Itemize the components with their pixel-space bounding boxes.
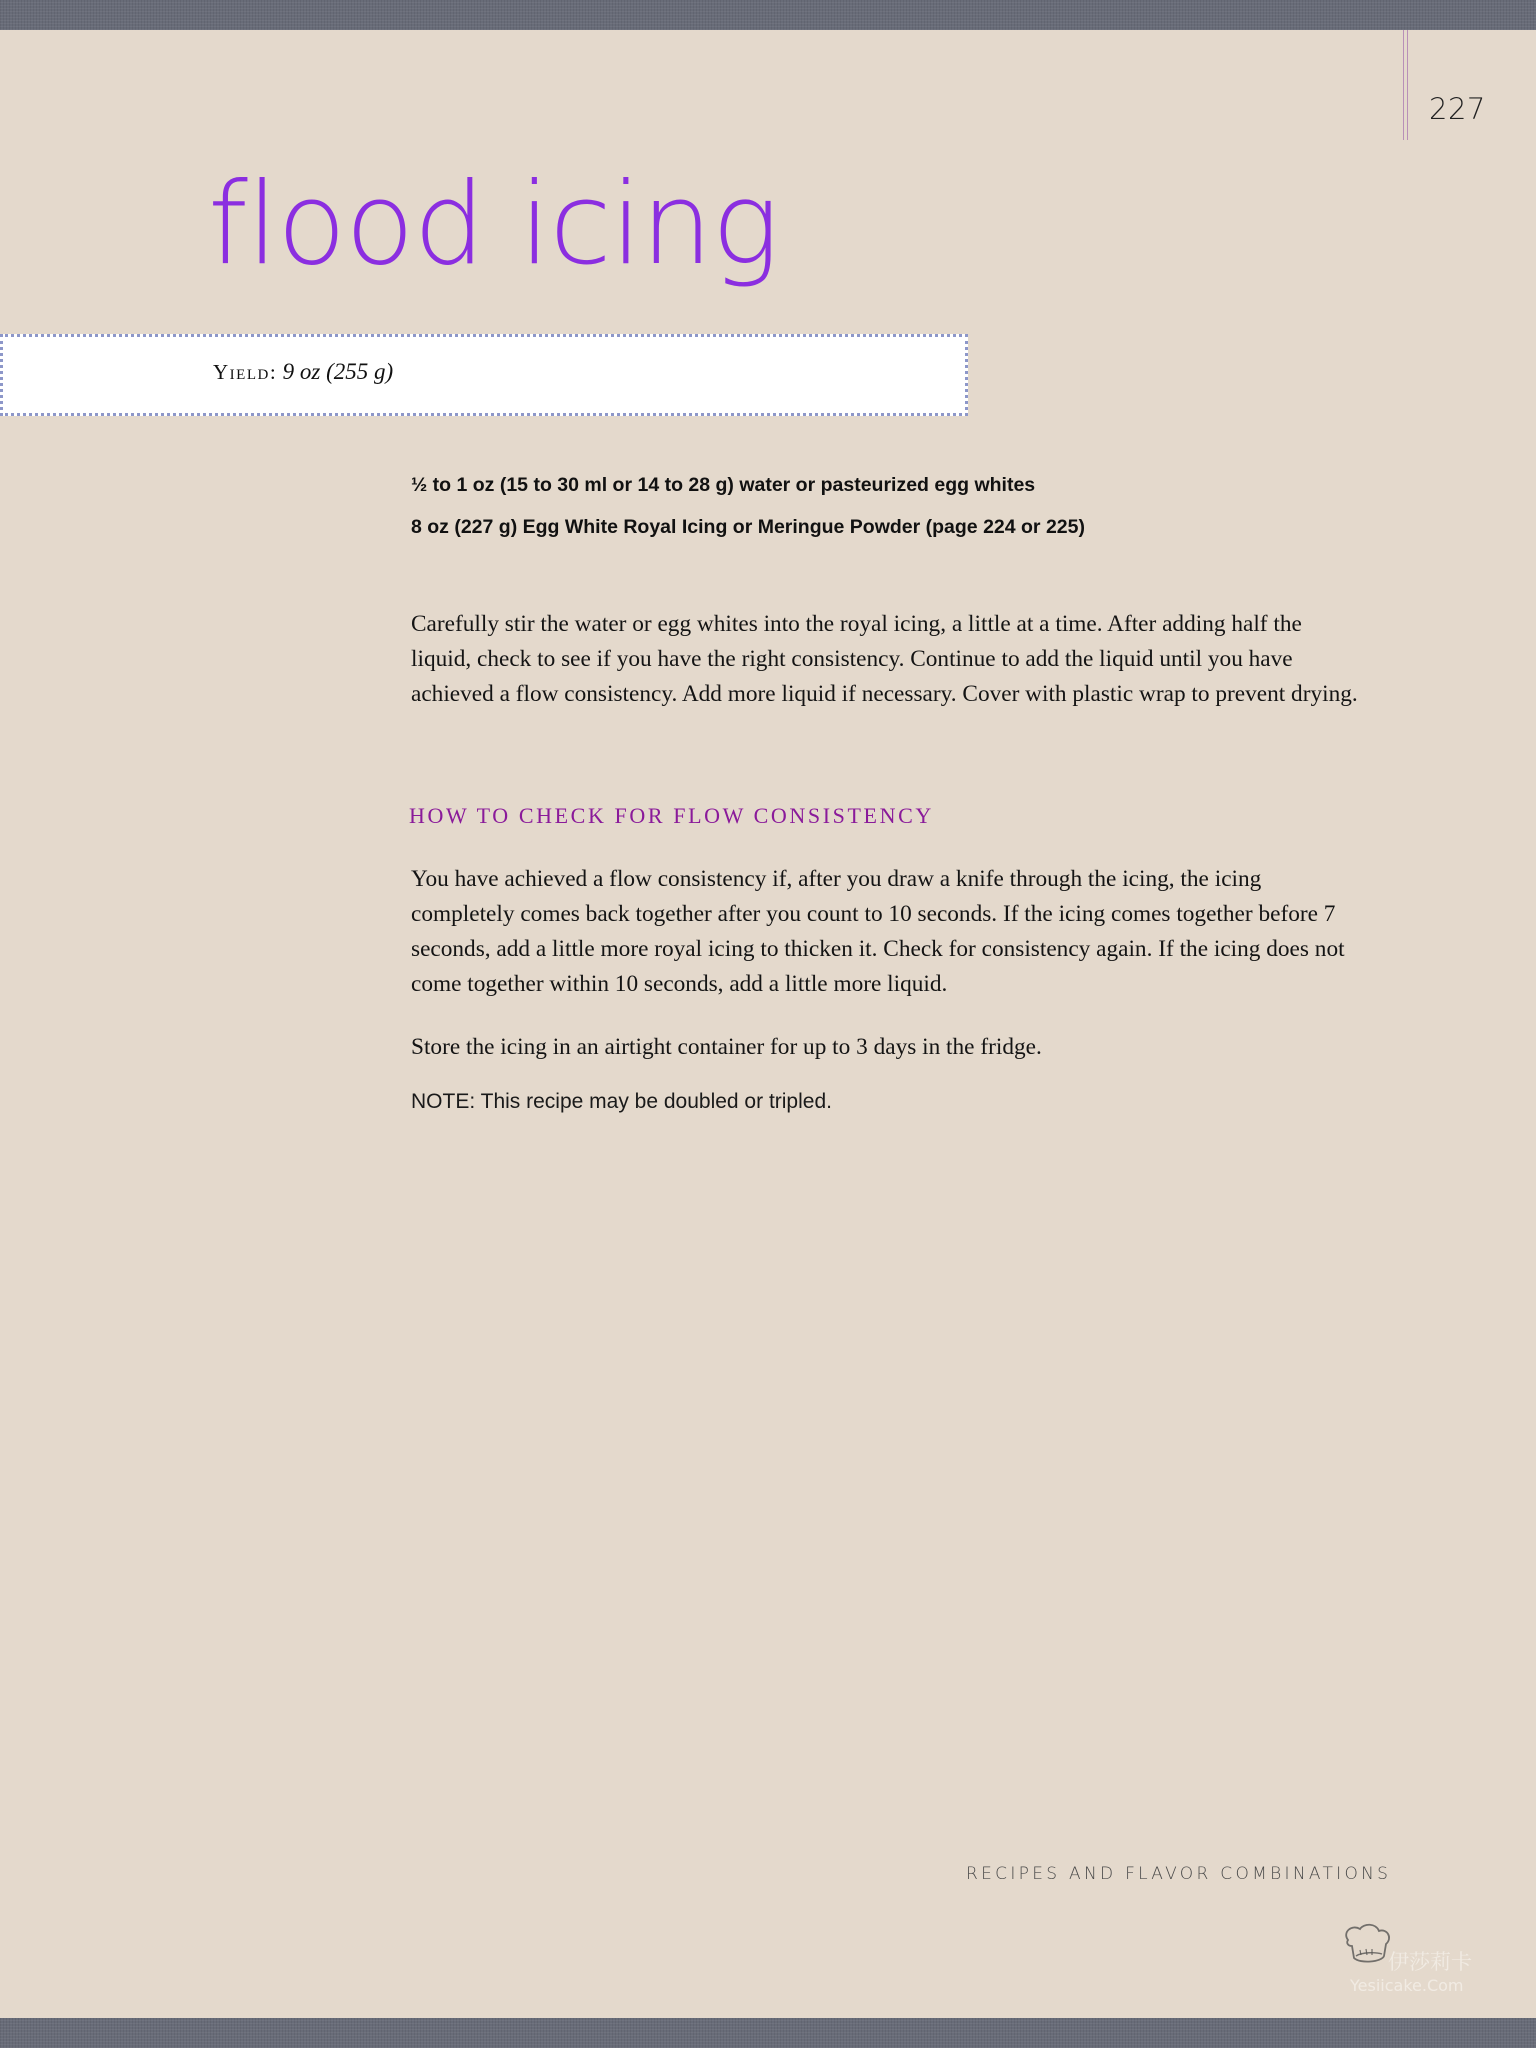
page-number: 227 (1429, 92, 1486, 126)
section-heading: HOW TO CHECK FOR FLOW CONSISTENCY (409, 803, 934, 828)
page-number-rule (1403, 30, 1408, 140)
recipe-note: NOTE: This recipe may be doubled or tripled. (411, 1090, 832, 1113)
watermark-text-en: Yesiicake.Com (1350, 1976, 1464, 1995)
yield-label: Yield: (213, 360, 278, 384)
yield-value: 9 oz (255 g) (282, 359, 394, 384)
watermark-text-cn: 伊莎莉卡 (1388, 1950, 1472, 1974)
top-frame-bar (0, 0, 1536, 30)
bottom-frame-bar (0, 2018, 1536, 2048)
storage-paragraph: Store the icing in an airtight container for up to 3 days in the fridge. (411, 1034, 1042, 1060)
yield-line (213, 359, 393, 385)
ingredient-item: ½ to 1 oz (15 to 30 ml or 14 to 28 g) water or pasteurized egg whites (411, 474, 1036, 496)
running-footer: RECIPES AND FLAVOR COMBINATIONS (966, 1864, 1392, 1884)
yield-box (0, 334, 968, 416)
method-paragraph: Carefully stir the water or egg whites into the royal icing, a little at a time. After adding half the liquid, check to see if you have the right consistency. Continue to add the liquid until you have achieved a flow consistency. Add more liquid if necessary. Cover with plastic wrap to prevent drying. (411, 611, 1358, 707)
watermark (1338, 1922, 1498, 2002)
consistency-paragraph: You have achieved a flow consistency if, after you draw a knife through the icing, the icing completely comes back together after you count to 10 seconds. If the icing comes together before 7 seconds, add a little more royal icing to thicken it. Check for consistency again. If the icing does not come together within 10 seconds, add a little more liquid. (411, 866, 1345, 997)
ingredient-item: 8 oz (227 g) Egg White Royal Icing or Meringue Powder (page 224 or 225) (411, 516, 1085, 538)
recipe-title: flood icing (208, 158, 779, 290)
